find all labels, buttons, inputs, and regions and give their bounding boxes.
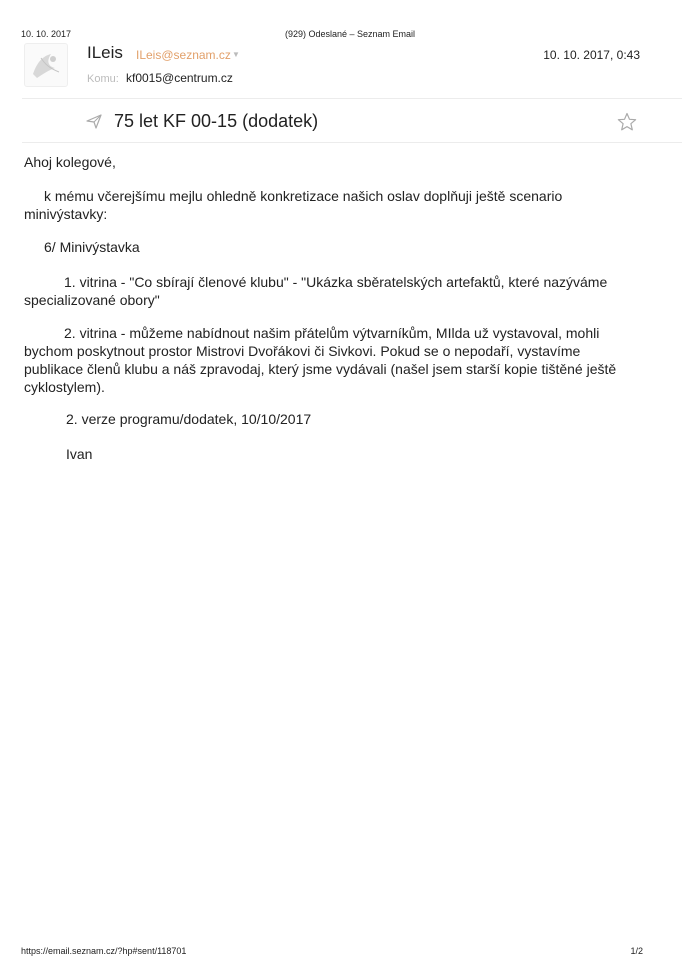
header-divider	[22, 98, 682, 99]
body-section-heading: 6/ Minivýstavka	[44, 239, 140, 255]
star-icon[interactable]	[617, 112, 637, 137]
body-signature: Ivan	[66, 446, 93, 462]
print-page-title: (929) Odeslané – Seznam Email	[284, 29, 416, 39]
print-date: 10. 10. 2017	[21, 29, 72, 39]
chevron-down-icon[interactable]: ▼	[232, 50, 240, 59]
sender-email[interactable]: ILeis@seznam.cz	[136, 48, 231, 62]
recipient-address[interactable]: kf0015@centrum.cz	[126, 71, 233, 85]
body-paragraph: 1. vitrina - "Co sbírají členové klubu" - "Ukázka sběratelských artefaktů, které nazýváme specializované obory"	[24, 274, 608, 308]
subject-divider	[22, 142, 682, 143]
body-paragraph: 2. vitrina - můžeme nabídnout našim přátelům výtvarníkům, MIlda už vystavoval, mohli bychom poskytnout prostor Mistrovi Dvořákovi či Sivkovi. Pokud se o nepodaří, vystavíme publikace členů klubu a náš zpravodaj, který jsme vydávali (našel jsem starší kopie tištěné ještě cyklostylem).	[24, 325, 617, 395]
sender-avatar[interactable]	[24, 43, 68, 87]
body-greeting: Ahoj kolegové,	[24, 154, 116, 170]
print-page-number: 1/2	[630, 946, 643, 956]
body-paragraph: k mému včerejšímu mejlu ohledně konkretizace našich oslav doplňuji ještě scenario minivýstavky:	[24, 188, 563, 222]
sent-date: 10. 10. 2017, 0:43	[543, 48, 640, 62]
to-label: Komu:	[87, 73, 119, 85]
body-version-note: 2. verze programu/dodatek, 10/10/2017	[66, 411, 312, 427]
message-subject: 75 let KF 00-15 (dodatek)	[114, 111, 319, 131]
avatar-icon	[25, 44, 67, 86]
sender-name[interactable]: ILeis	[87, 43, 123, 62]
print-footer-url: https://email.seznam.cz/?hp#sent/118701	[21, 946, 187, 956]
paper-plane-icon	[86, 113, 102, 134]
